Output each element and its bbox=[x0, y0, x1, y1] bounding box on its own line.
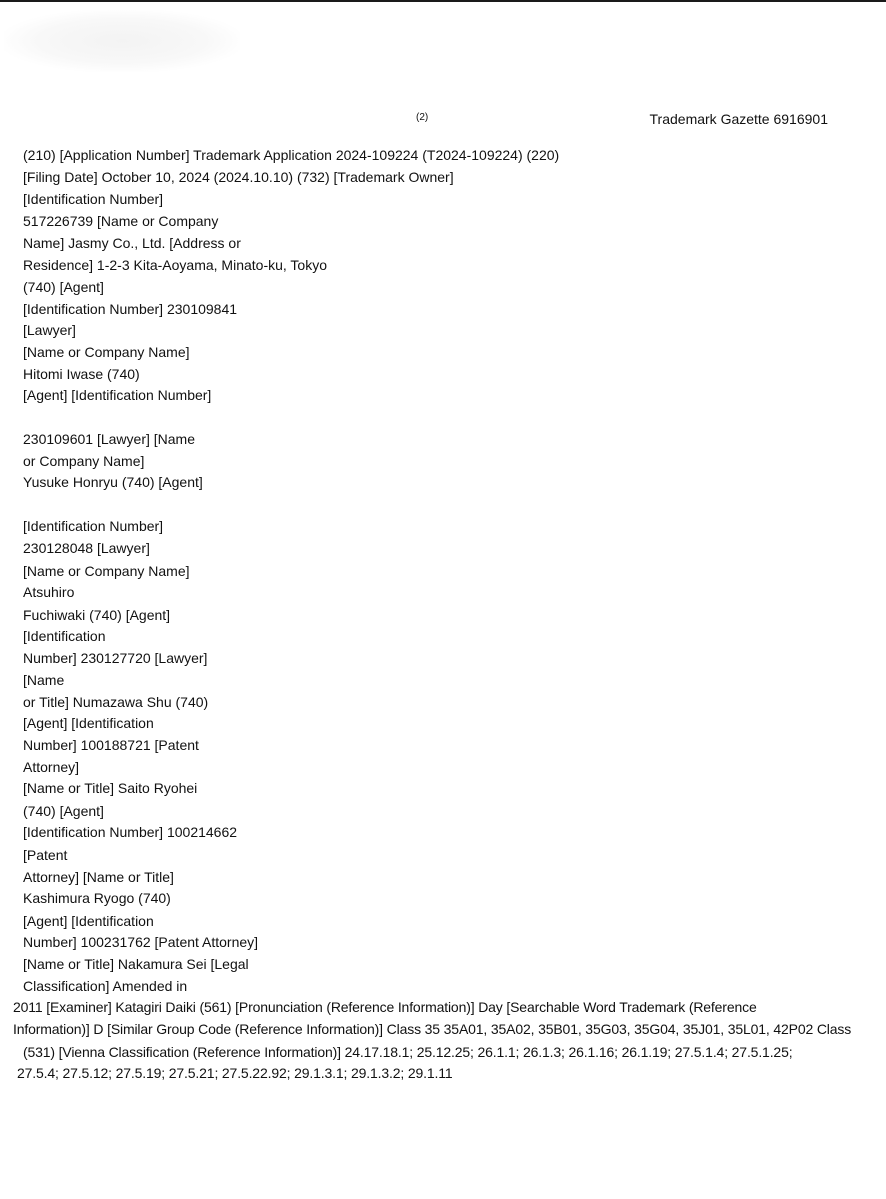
text-line: (740) [Agent] bbox=[23, 803, 104, 819]
text-line: [Name bbox=[23, 672, 65, 688]
text-line: or Company Name] bbox=[23, 453, 145, 469]
text-line: (740) [Agent] bbox=[23, 279, 104, 295]
text-line: Yusuke Honryu (740) [Agent] bbox=[23, 474, 203, 490]
text-line: [Name or Company Name] bbox=[23, 563, 190, 579]
gazette-title: Trademark Gazette 6916901 bbox=[649, 111, 828, 127]
text-line: Attorney] bbox=[23, 759, 80, 775]
text-line: Hitomi Iwase (740) bbox=[23, 366, 140, 382]
text-line: (210) [Application Number] Trademark Application 2024-109224 (T2024-109224) (220) bbox=[23, 147, 560, 163]
text-line: [Identification Number] 100214662 bbox=[23, 824, 238, 840]
text-line: Name] Jasmy Co., Ltd. [Address or bbox=[23, 235, 241, 251]
text-line: 2011 [Examiner] Katagiri Daiki (561) [Pronunciation (Reference Information)] Day [Searchable Word Trademark (Reference bbox=[13, 999, 757, 1015]
text-line: [Agent] [Identification Number] bbox=[23, 387, 212, 403]
text-line: [Agent] [Identification bbox=[23, 715, 154, 731]
text-line: [Identification bbox=[23, 628, 106, 644]
text-line: [Lawyer] bbox=[23, 322, 76, 338]
text-line: [Name or Title] Nakamura Sei [Legal bbox=[23, 956, 249, 972]
text-line: Fuchiwaki (740) [Agent] bbox=[23, 607, 171, 623]
text-line: Residence] 1-2-3 Kita-Aoyama, Minato-ku, Tokyo bbox=[23, 257, 327, 273]
text-line: Information)] D [Similar Group Code (Reference Information)] Class 35 35A01, 35A02, 35B01, 35G03, 35G04, 35J01, 35L01, 42P02 Class bbox=[13, 1021, 852, 1037]
text-line: [Identification Number] bbox=[23, 191, 164, 207]
text-line: or Title] Numazawa Shu (740) bbox=[23, 694, 209, 710]
text-line: [Name or Title] Saito Ryohei bbox=[23, 780, 198, 796]
text-line: Classification] Amended in bbox=[23, 978, 188, 994]
text-line: Attorney] [Name or Title] bbox=[23, 869, 174, 885]
text-line: [Agent] [Identification bbox=[23, 913, 154, 929]
text-line: Number] 230127720 [Lawyer] bbox=[23, 650, 208, 666]
text-line: Number] 100231762 [Patent Attorney] bbox=[23, 934, 259, 950]
text-line: [Name or Company Name] bbox=[23, 344, 190, 360]
top-border bbox=[0, 0, 886, 2]
text-line: [Identification Number] 230109841 bbox=[23, 301, 238, 317]
text-line: (531) [Vienna Classification (Reference Information)] 24.17.18.1; 25.12.25; 26.1.1; 26.1.3; 26.1.16; 26.1.19; 27.5.1.4; 27.5.1.25; bbox=[23, 1044, 793, 1060]
scan-smudge bbox=[4, 10, 240, 72]
text-line: 517226739 [Name or Company bbox=[23, 213, 219, 229]
page-number: (2) bbox=[416, 112, 429, 123]
text-line: Kashimura Ryogo (740) bbox=[23, 890, 171, 906]
text-line: 27.5.4; 27.5.12; 27.5.19; 27.5.21; 27.5.22.92; 29.1.3.1; 29.1.3.2; 29.1.11 bbox=[17, 1065, 453, 1081]
text-line: [Patent bbox=[23, 847, 68, 863]
text-line: 230109601 [Lawyer] [Name bbox=[23, 431, 195, 447]
text-line: Atsuhiro bbox=[23, 584, 75, 600]
text-line: Number] 100188721 [Patent bbox=[23, 737, 199, 753]
text-line: [Identification Number] bbox=[23, 518, 164, 534]
text-line: 230128048 [Lawyer] bbox=[23, 540, 150, 556]
text-line: [Filing Date] October 10, 2024 (2024.10.10) (732) [Trademark Owner] bbox=[23, 169, 454, 185]
